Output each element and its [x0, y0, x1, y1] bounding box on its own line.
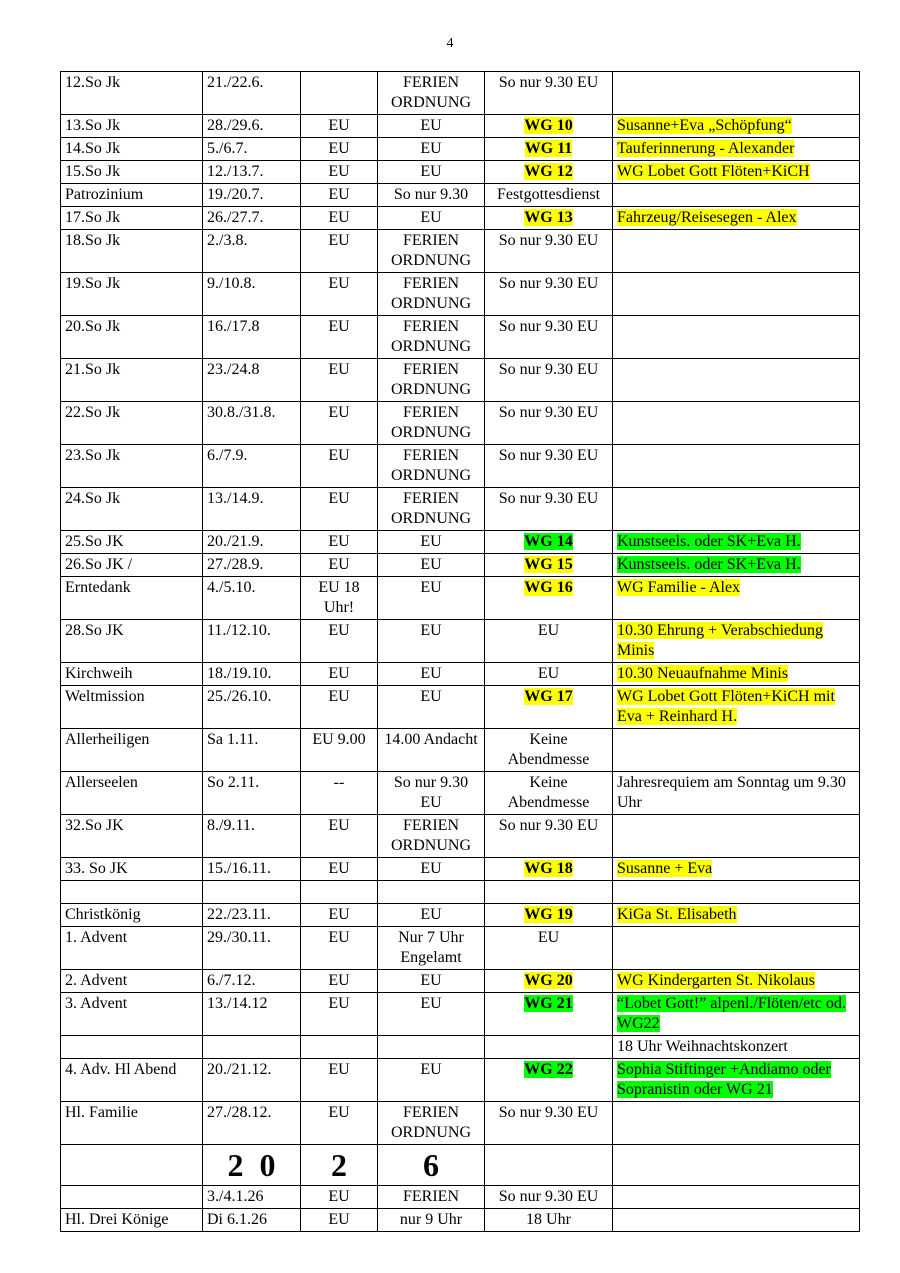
wg-badge: WG 12	[524, 163, 573, 180]
col4-cell: FERIEN ORDNUNG	[378, 815, 485, 858]
table-row	[61, 772, 860, 815]
day-cell: 12.So Jk	[61, 72, 203, 115]
col3-cell: EU 18 Uhr!	[301, 577, 378, 620]
col5-cell: So nur 9.30 EU	[485, 488, 613, 531]
note-cell	[613, 316, 860, 359]
table-row	[61, 316, 860, 359]
wg-badge: WG 16	[524, 579, 573, 596]
year-digit: 0	[259, 1147, 276, 1183]
col4-cell: So nur 9.30	[378, 184, 485, 207]
date-cell: 27./28.9.	[203, 554, 301, 577]
col3-cell: EU	[301, 115, 378, 138]
date-cell: 13./14.9.	[203, 488, 301, 531]
wg-badge: WG 14	[524, 533, 573, 550]
col5-cell: So nur 9.30 EU	[485, 1102, 613, 1145]
year-digit-cell	[378, 1145, 485, 1186]
table-row-empty	[61, 881, 860, 904]
col3-cell: EU	[301, 316, 378, 359]
note-text: Susanne + Eva	[617, 860, 713, 877]
date-cell: 18./19.10.	[203, 663, 301, 686]
note-cell	[613, 402, 860, 445]
note-cell	[613, 993, 860, 1036]
wg-badge: WG 11	[524, 140, 573, 157]
day-cell: Patrozinium	[61, 184, 203, 207]
note-text: Susanne+Eva „Schöpfung“	[617, 117, 792, 134]
table-row	[61, 1186, 860, 1209]
col5-cell: So nur 9.30 EU	[485, 445, 613, 488]
note-cell	[613, 1059, 860, 1102]
table-row	[61, 207, 860, 230]
table-row	[61, 161, 860, 184]
day-cell: 15.So Jk	[61, 161, 203, 184]
note-text: Tauferinnerung - Alexander	[617, 140, 795, 157]
col4-cell: EU	[378, 161, 485, 184]
note-cell	[613, 970, 860, 993]
day-cell: Allerheiligen	[61, 729, 203, 772]
year-digit-cell	[301, 1145, 378, 1186]
col4-cell: EU	[378, 620, 485, 663]
wg-badge: WG 20	[524, 972, 573, 989]
table-row	[61, 1209, 860, 1232]
date-cell: 30.8./31.8.	[203, 402, 301, 445]
day-cell: Hl. Drei Könige	[61, 1209, 203, 1232]
col3-cell: EU	[301, 359, 378, 402]
col3-cell: EU	[301, 1059, 378, 1102]
table-row	[61, 1102, 860, 1145]
note-cell	[613, 1186, 860, 1209]
note-text: WG Lobet Gott Flöten+KiCH	[617, 163, 810, 180]
wg-badge: WG 10	[524, 117, 573, 134]
col5-cell	[485, 1059, 613, 1102]
table-row	[61, 138, 860, 161]
note-cell	[613, 184, 860, 207]
col4-cell: FERIEN ORDNUNG	[378, 1102, 485, 1145]
col4-cell: EU	[378, 686, 485, 729]
date-cell: 27./28.12.	[203, 1102, 301, 1145]
col5-cell: 18 Uhr	[485, 1209, 613, 1232]
date-cell: 8./9.11.	[203, 815, 301, 858]
date-cell: 22./23.11.	[203, 904, 301, 927]
table-row	[61, 359, 860, 402]
note-text: 10.30 Ehrung + Verabschiedung Minis	[617, 622, 824, 659]
note-text: Kunstseels. oder SK+Eva H.	[617, 556, 801, 573]
table-row	[61, 230, 860, 273]
col4-cell: FERIEN ORDNUNG	[378, 359, 485, 402]
date-cell: 16./17.8	[203, 316, 301, 359]
year-digit: 2	[227, 1147, 244, 1183]
col5-cell	[485, 970, 613, 993]
col4-cell: EU	[378, 904, 485, 927]
year-digit: 6	[423, 1147, 439, 1183]
day-cell: Kirchweih	[61, 663, 203, 686]
table-row	[61, 993, 860, 1036]
col4-cell: EU	[378, 531, 485, 554]
note-cell	[613, 663, 860, 686]
day-cell: Christkönig	[61, 904, 203, 927]
col5-cell: So nur 9.30 EU	[485, 230, 613, 273]
col4-cell: Nur 7 Uhr Engelamt	[378, 927, 485, 970]
col4-cell: EU	[378, 1059, 485, 1102]
col4-cell	[378, 1036, 485, 1059]
year-row	[61, 1145, 860, 1186]
col5-cell	[485, 904, 613, 927]
col4-cell: FERIEN ORDNUNG	[378, 72, 485, 115]
day-cell: 14.So Jk	[61, 138, 203, 161]
day-cell: 25.So JK	[61, 531, 203, 554]
note-text: Kunstseels. oder SK+Eva H.	[617, 533, 801, 550]
table-row	[61, 554, 860, 577]
day-cell	[61, 1186, 203, 1209]
table-row	[61, 686, 860, 729]
col5-cell: EU	[485, 620, 613, 663]
col5-cell	[485, 531, 613, 554]
col4-cell: EU	[378, 993, 485, 1036]
note-cell	[613, 161, 860, 184]
col3-cell: EU	[301, 273, 378, 316]
col4-cell: EU	[378, 138, 485, 161]
schedule-table	[60, 71, 860, 1232]
note-cell	[613, 686, 860, 729]
col5-cell	[485, 115, 613, 138]
table-row	[61, 72, 860, 115]
note-cell	[613, 577, 860, 620]
col3-cell: EU	[301, 970, 378, 993]
note-cell	[613, 273, 860, 316]
day-cell: 33. So JK	[61, 858, 203, 881]
date-cell: 11./12.10.	[203, 620, 301, 663]
day-cell: 3. Advent	[61, 993, 203, 1036]
col3-cell: EU	[301, 184, 378, 207]
col5-cell: EU	[485, 663, 613, 686]
wg-badge: WG 18	[524, 860, 573, 877]
note-text: WG Lobet Gott Flöten+KiCH mit Eva + Reinhard H.	[617, 688, 835, 725]
col5-cell	[485, 686, 613, 729]
col3-cell: EU	[301, 445, 378, 488]
col3-cell: EU	[301, 1102, 378, 1145]
note-text: WG Kindergarten St. Nikolaus	[617, 972, 815, 989]
wg-badge: WG 21	[524, 995, 573, 1012]
col3-cell: EU	[301, 531, 378, 554]
day-cell: 28.So JK	[61, 620, 203, 663]
col5-cell: So nur 9.30 EU	[485, 72, 613, 115]
col3-cell: EU	[301, 620, 378, 663]
date-cell: 25./26.10.	[203, 686, 301, 729]
note-cell	[613, 488, 860, 531]
col5-cell: So nur 9.30 EU	[485, 316, 613, 359]
col5-cell: So nur 9.30 EU	[485, 273, 613, 316]
day-cell: 19.So Jk	[61, 273, 203, 316]
note-cell	[613, 620, 860, 663]
date-cell: 6./7.12.	[203, 970, 301, 993]
day-cell: 20.So Jk	[61, 316, 203, 359]
note-text: Fahrzeug/Reisesegen - Alex	[617, 209, 797, 226]
col5-cell	[485, 1036, 613, 1059]
col3-cell: EU 9.00	[301, 729, 378, 772]
col4-cell: EU	[378, 577, 485, 620]
note-cell	[613, 729, 860, 772]
col4-cell: FERIEN ORDNUNG	[378, 488, 485, 531]
col5-cell: Keine Abendmesse	[485, 772, 613, 815]
date-cell: 21./22.6.	[203, 72, 301, 115]
day-cell: 17.So Jk	[61, 207, 203, 230]
note-text: WG Familie - Alex	[617, 579, 741, 596]
col5-cell	[485, 161, 613, 184]
date-cell: 6./7.9.	[203, 445, 301, 488]
table-row	[61, 1059, 860, 1102]
table-row	[61, 858, 860, 881]
wg-badge: WG 15	[524, 556, 573, 573]
note-cell: 18 Uhr Weihnachtskonzert	[613, 1036, 860, 1059]
col5-cell	[485, 577, 613, 620]
note-cell	[613, 1102, 860, 1145]
note-text: 10.30 Neuaufnahme Minis	[617, 665, 789, 682]
date-cell: 23./24.8	[203, 359, 301, 402]
col3-cell: EU	[301, 993, 378, 1036]
year-digit: 2	[331, 1147, 347, 1183]
col4-cell: nur 9 Uhr	[378, 1209, 485, 1232]
wg-badge: WG 19	[524, 906, 573, 923]
col3-cell: EU	[301, 663, 378, 686]
col4-cell: EU	[378, 858, 485, 881]
col4-cell: FERIEN ORDNUNG	[378, 402, 485, 445]
date-cell: 9./10.8.	[203, 273, 301, 316]
col3-cell: EU	[301, 402, 378, 445]
date-cell: Di 6.1.26	[203, 1209, 301, 1232]
date-cell	[203, 1036, 301, 1059]
col4-cell: 14.00 Andacht	[378, 729, 485, 772]
table-row	[61, 488, 860, 531]
col3-cell: EU	[301, 858, 378, 881]
note-cell	[613, 927, 860, 970]
note-cell: Jahresrequiem am Sonntag um 9.30 Uhr	[613, 772, 860, 815]
col5-cell	[485, 207, 613, 230]
col4-cell: FERIEN	[378, 1186, 485, 1209]
col5-cell: So nur 9.30 EU	[485, 402, 613, 445]
day-cell: 26.So JK /	[61, 554, 203, 577]
note-cell	[613, 138, 860, 161]
note-cell	[613, 72, 860, 115]
day-cell: Erntedank	[61, 577, 203, 620]
col4-cell: So nur 9.30 EU	[378, 772, 485, 815]
table-row	[61, 184, 860, 207]
day-cell	[61, 1036, 203, 1059]
wg-badge: WG 17	[524, 688, 573, 705]
date-cell: 29./30.11.	[203, 927, 301, 970]
date-cell: 4./5.10.	[203, 577, 301, 620]
year-digit-cell	[203, 1145, 301, 1186]
date-cell: 5./6.7.	[203, 138, 301, 161]
col5-cell	[485, 858, 613, 881]
date-cell: Sa 1.11.	[203, 729, 301, 772]
col4-cell: EU	[378, 554, 485, 577]
col4-cell: EU	[378, 663, 485, 686]
day-cell: Weltmission	[61, 686, 203, 729]
col3-cell: EU	[301, 904, 378, 927]
col5-cell: EU	[485, 927, 613, 970]
table-row	[61, 620, 860, 663]
day-cell: 4. Adv. Hl Abend	[61, 1059, 203, 1102]
date-cell: 20./21.9.	[203, 531, 301, 554]
col5-cell: Keine Abendmesse	[485, 729, 613, 772]
table-row	[61, 445, 860, 488]
day-cell: 22.So Jk	[61, 402, 203, 445]
day-cell: Hl. Familie	[61, 1102, 203, 1145]
note-cell	[613, 115, 860, 138]
date-cell: 2./3.8.	[203, 230, 301, 273]
note-cell	[613, 207, 860, 230]
col3-cell: EU	[301, 815, 378, 858]
note-cell	[613, 531, 860, 554]
note-cell	[613, 230, 860, 273]
col4-cell: EU	[378, 207, 485, 230]
col4-cell: FERIEN ORDNUNG	[378, 445, 485, 488]
day-cell: 32.So JK	[61, 815, 203, 858]
table-row	[61, 927, 860, 970]
col3-cell	[301, 72, 378, 115]
col3-cell: EU	[301, 554, 378, 577]
col3-cell: EU	[301, 927, 378, 970]
note-cell	[613, 445, 860, 488]
note-cell	[613, 858, 860, 881]
table-row	[61, 663, 860, 686]
col5-cell: Festgottesdienst	[485, 184, 613, 207]
table-row	[61, 402, 860, 445]
table-row	[61, 729, 860, 772]
day-cell: Allerseelen	[61, 772, 203, 815]
wg-badge: WG 22	[524, 1061, 573, 1078]
col3-cell: --	[301, 772, 378, 815]
wg-badge: WG 13	[524, 209, 573, 226]
col5-cell: So nur 9.30 EU	[485, 815, 613, 858]
col3-cell: EU	[301, 161, 378, 184]
col3-cell: EU	[301, 488, 378, 531]
col5-cell	[485, 993, 613, 1036]
date-cell: 15./16.11.	[203, 858, 301, 881]
day-cell: 21.So Jk	[61, 359, 203, 402]
date-cell: 28./29.6.	[203, 115, 301, 138]
note-cell	[613, 815, 860, 858]
col3-cell: EU	[301, 686, 378, 729]
page-number: 4	[446, 36, 454, 51]
col5-cell: So nur 9.30 EU	[485, 1186, 613, 1209]
note-cell	[613, 1209, 860, 1232]
col4-cell: FERIEN ORDNUNG	[378, 316, 485, 359]
col3-cell	[301, 1036, 378, 1059]
col3-cell: EU	[301, 138, 378, 161]
table-row	[61, 577, 860, 620]
day-cell: 18.So Jk	[61, 230, 203, 273]
date-cell: 20./21.12.	[203, 1059, 301, 1102]
date-cell: 3./4.1.26	[203, 1186, 301, 1209]
date-cell: 13./14.12	[203, 993, 301, 1036]
table-row	[61, 115, 860, 138]
day-cell: 24.So Jk	[61, 488, 203, 531]
table-row	[61, 904, 860, 927]
note-text: Sophia Stiftinger +Andiamo oder Sopranistin oder WG 21	[617, 1061, 831, 1098]
note-text: “Lobet Gott!” alpenl./Flöten/etc od. WG22	[617, 995, 846, 1032]
date-cell: So 2.11.	[203, 772, 301, 815]
note-cell	[613, 904, 860, 927]
col5-cell: So nur 9.30 EU	[485, 359, 613, 402]
col3-cell: EU	[301, 207, 378, 230]
day-cell: 2. Advent	[61, 970, 203, 993]
col4-cell: FERIEN ORDNUNG	[378, 230, 485, 273]
date-cell: 19./20.7.	[203, 184, 301, 207]
table-row	[61, 1036, 860, 1059]
col4-cell: EU	[378, 115, 485, 138]
table-row	[61, 531, 860, 554]
day-cell: 1. Advent	[61, 927, 203, 970]
col3-cell: EU	[301, 1209, 378, 1232]
day-cell: 23.So Jk	[61, 445, 203, 488]
note-cell	[613, 359, 860, 402]
table-row	[61, 815, 860, 858]
table-row	[61, 970, 860, 993]
col4-cell: EU	[378, 970, 485, 993]
table-row	[61, 273, 860, 316]
date-cell: 12./13.7.	[203, 161, 301, 184]
col3-cell: EU	[301, 230, 378, 273]
col5-cell	[485, 138, 613, 161]
date-cell: 26./27.7.	[203, 207, 301, 230]
col3-cell: EU	[301, 1186, 378, 1209]
day-cell: 13.So Jk	[61, 115, 203, 138]
col5-cell	[485, 554, 613, 577]
note-text: KiGa St. Elisabeth	[617, 906, 737, 923]
col4-cell: FERIEN ORDNUNG	[378, 273, 485, 316]
note-cell	[613, 554, 860, 577]
